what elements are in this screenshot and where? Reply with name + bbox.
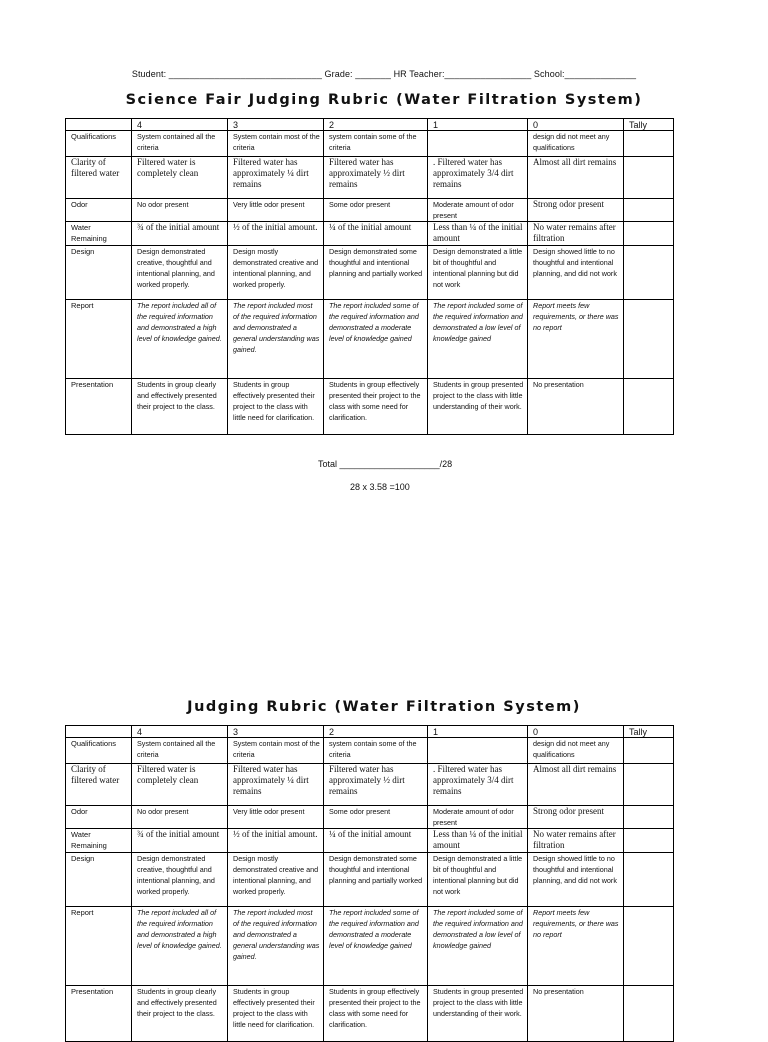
table-cell: No water remains after filtration — [528, 222, 624, 246]
table-cell: Design mostly demonstrated creative and intentional planning, and worked properly. — [228, 246, 324, 300]
table-cell: Students in group effectively presented their project to the class with little need for clarification. — [228, 986, 324, 1042]
table-cell: No presentation — [528, 379, 624, 435]
table-cell: Filtered water is completely clean — [132, 764, 228, 806]
header-cell-score-0: 0 — [528, 726, 624, 738]
table-cell: System contained all the criteria — [132, 738, 228, 764]
table-cell: Filtered water has approximately ½ dirt remains — [324, 764, 428, 806]
table-cell: The report included most of the required information and demonstrated a general understanding was gained. — [228, 907, 324, 986]
table-cell: Students in group presented project to the class with little understanding of their work. — [428, 379, 528, 435]
table-cell: design did not meet any qualifications — [528, 131, 624, 157]
table-cell: Design demonstrated a little bit of thoughtful and intentional planning but did not work — [428, 853, 528, 907]
row-label: Odor — [66, 806, 132, 829]
table-cell: No presentation — [528, 986, 624, 1042]
table-row-clarity — [66, 157, 674, 199]
table-cell: design did not meet any qualifications — [528, 738, 624, 764]
row-label: Clarity of filtered water — [66, 764, 132, 806]
table-cell: Students in group effectively presented their project to the class with some need for clarification. — [324, 379, 428, 435]
table-row-water-remaining — [66, 222, 674, 246]
header-cell-score-0: 0 — [528, 119, 624, 131]
tally-cell[interactable] — [624, 199, 674, 222]
table-row-qualifications — [66, 131, 674, 157]
table-cell: system contain some of the criteria — [324, 738, 428, 764]
tally-cell[interactable] — [624, 829, 674, 853]
row-label: Water Remaining — [66, 829, 132, 853]
table-cell: Design demonstrated some thoughtful and intentional planning and partially worked — [324, 246, 428, 300]
table-cell: Less than ¼ of the initial amount — [428, 829, 528, 853]
table-cell: No odor present — [132, 199, 228, 222]
rubric-title: Judging Rubric (Water Filtration System) — [187, 699, 581, 715]
row-label: Qualifications — [66, 131, 132, 157]
row-label: Presentation — [66, 986, 132, 1042]
row-label: Report — [66, 300, 132, 379]
rubric-table — [65, 118, 674, 435]
row-label: Odor — [66, 199, 132, 222]
rubric-title: Science Fair Judging Rubric (Water Filtration System) — [125, 92, 643, 108]
total-line: Total ____________________/28 — [318, 459, 453, 469]
table-cell: System contained all the criteria — [132, 131, 228, 157]
row-label: Presentation — [66, 379, 132, 435]
table-row-presentation — [66, 379, 674, 435]
table-cell: ¾ of the initial amount — [132, 829, 228, 853]
table-cell: Students in group effectively presented their project to the class with some need for clarification. — [324, 986, 428, 1042]
table-cell: Report meets few requirements, or there was no report — [528, 300, 624, 379]
table-cell: Filtered water has approximately ¼ dirt remains — [228, 764, 324, 806]
table-cell: Very little odor present — [228, 199, 324, 222]
table-cell: Design showed little to no thoughtful and intentional planning, and did not work — [528, 853, 624, 907]
table-cell: . Filtered water has approximately 3/4 dirt remains — [428, 157, 528, 199]
table-cell: Students in group clearly and effectively presented their project to the class. — [132, 986, 228, 1042]
table-cell: Design demonstrated creative, thoughtful and intentional planning, and worked properly. — [132, 246, 228, 300]
table-row-odor — [66, 199, 674, 222]
table-row-report — [66, 300, 674, 379]
tally-cell[interactable] — [624, 300, 674, 379]
header-cell-score-4: 4 — [132, 119, 228, 131]
table-cell: Design showed little to no thoughtful and intentional planning, and did not work — [528, 246, 624, 300]
table-cell: The report included some of the required information and demonstrated a low level of knowledge gained — [428, 907, 528, 986]
table-cell: The report included some of the required information and demonstrated a moderate level of knowledge gained — [324, 907, 428, 986]
table-cell: Moderate amount of odor present — [428, 199, 528, 222]
header-cell-tally: Tally — [624, 119, 674, 131]
table-cell: system contain some of the criteria — [324, 131, 428, 157]
header-cell-score-1: 1 — [428, 119, 528, 131]
table-row-water-remaining — [66, 829, 674, 853]
tally-cell[interactable] — [624, 764, 674, 806]
table-cell: System contain most of the criteria — [228, 738, 324, 764]
tally-cell[interactable] — [624, 246, 674, 300]
table-cell: ½ of the initial amount. — [228, 222, 324, 246]
table-cell: The report included most of the required information and demonstrated a general understanding was gained. — [228, 300, 324, 379]
header-cell — [66, 726, 132, 738]
score-calculation: 28 x 3.58 =100 — [350, 482, 410, 492]
tally-cell[interactable] — [624, 986, 674, 1042]
table-cell: Moderate amount of odor present — [428, 806, 528, 829]
table-cell: No odor present — [132, 806, 228, 829]
row-label: Clarity of filtered water — [66, 157, 132, 199]
table-cell: ¼ of the initial amount — [324, 829, 428, 853]
tally-cell[interactable] — [624, 738, 674, 764]
tally-cell[interactable] — [624, 853, 674, 907]
table-row-odor — [66, 806, 674, 829]
row-label: Design — [66, 853, 132, 907]
table-cell: Less than ¼ of the initial amount — [428, 222, 528, 246]
table-cell: Students in group effectively presented their project to the class with little need for clarification. — [228, 379, 324, 435]
table-cell: Some odor present — [324, 806, 428, 829]
table-row-presentation — [66, 986, 674, 1042]
tally-cell[interactable] — [624, 157, 674, 199]
table-cell: No water remains after filtration — [528, 829, 624, 853]
header-cell — [66, 119, 132, 131]
row-label: Water Remaining — [66, 222, 132, 246]
tally-cell[interactable] — [624, 806, 674, 829]
table-cell: The report included all of the required information and demonstrated a high level of knowledge gained. — [132, 300, 228, 379]
header-cell-score-3: 3 — [228, 119, 324, 131]
tally-cell[interactable] — [624, 907, 674, 986]
table-cell: The report included some of the required information and demonstrated a low level of knowledge gained — [428, 300, 528, 379]
header-cell-score-1: 1 — [428, 726, 528, 738]
table-row-design — [66, 853, 674, 907]
table-cell: Strong odor present — [528, 199, 624, 222]
table-row-report — [66, 907, 674, 986]
row-label: Design — [66, 246, 132, 300]
table-cell: Report meets few requirements, or there was no report — [528, 907, 624, 986]
table-cell: Filtered water is completely clean — [132, 157, 228, 199]
table-cell: ½ of the initial amount. — [228, 829, 324, 853]
table-cell: Some odor present — [324, 199, 428, 222]
table-cell: Design demonstrated some thoughtful and intentional planning and partially worked — [324, 853, 428, 907]
table-cell: Very little odor present — [228, 806, 324, 829]
table-cell: Strong odor present — [528, 806, 624, 829]
table-cell: . Filtered water has approximately 3/4 dirt remains — [428, 764, 528, 806]
table-cell: Filtered water has approximately ¼ dirt remains — [228, 157, 324, 199]
student-info-line: Student: ______________________________ Grade: _______ HR Teacher:_________________ School:______________ — [131, 69, 637, 79]
rubric-table — [65, 725, 674, 1042]
table-cell: The report included all of the required information and demonstrated a high level of knowledge gained. — [132, 907, 228, 986]
row-label: Report — [66, 907, 132, 986]
table-cell: ¼ of the initial amount — [324, 222, 428, 246]
table-row-qualifications — [66, 738, 674, 764]
table-cell: Design demonstrated creative, thoughtful and intentional planning, and worked properly. — [132, 853, 228, 907]
table-cell: Design mostly demonstrated creative and intentional planning, and worked properly. — [228, 853, 324, 907]
table-cell — [428, 738, 528, 764]
tally-cell[interactable] — [624, 131, 674, 157]
header-cell-score-2: 2 — [324, 726, 428, 738]
row-label: Qualifications — [66, 738, 132, 764]
table-cell: Students in group clearly and effectively presented their project to the class. — [132, 379, 228, 435]
header-cell-score-3: 3 — [228, 726, 324, 738]
table-cell: The report included some of the required information and demonstrated a moderate level of knowledge gained — [324, 300, 428, 379]
header-row — [66, 726, 674, 738]
table-cell: Almost all dirt remains — [528, 764, 624, 806]
table-cell: ¾ of the initial amount — [132, 222, 228, 246]
table-cell: Filtered water has approximately ½ dirt remains — [324, 157, 428, 199]
header-cell-tally: Tally — [624, 726, 674, 738]
header-row — [66, 119, 674, 131]
table-cell — [428, 131, 528, 157]
table-cell: Almost all dirt remains — [528, 157, 624, 199]
table-row-design — [66, 246, 674, 300]
table-cell: System contain most of the criteria — [228, 131, 324, 157]
header-cell-score-4: 4 — [132, 726, 228, 738]
tally-cell[interactable] — [624, 379, 674, 435]
table-cell: Design demonstrated a little bit of thoughtful and intentional planning but did not work — [428, 246, 528, 300]
table-cell: Students in group presented project to the class with little understanding of their work. — [428, 986, 528, 1042]
tally-cell[interactable] — [624, 222, 674, 246]
header-cell-score-2: 2 — [324, 119, 428, 131]
table-row-clarity — [66, 764, 674, 806]
